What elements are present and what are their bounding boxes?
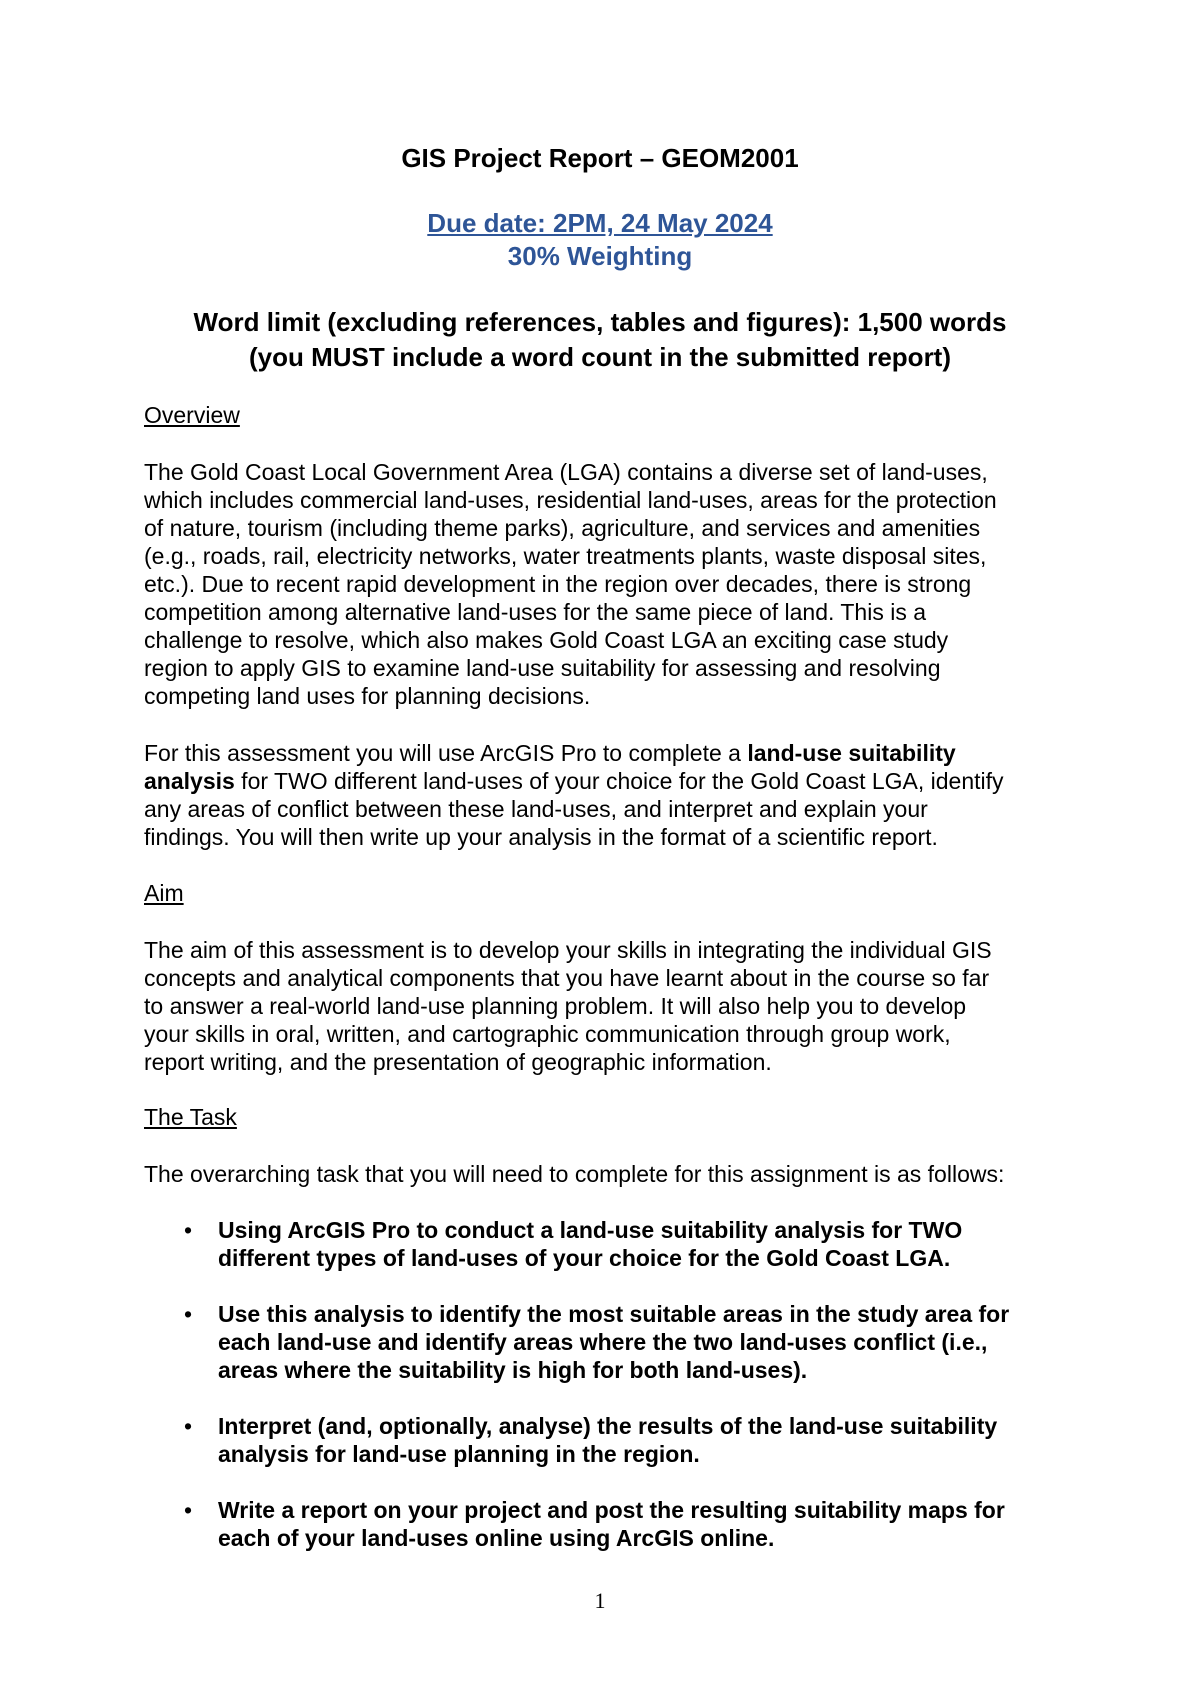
text-line: etc.). Due to recent rapid development in the region over decades, there is strong: [144, 571, 972, 597]
bullet-text: [218, 1300, 1009, 1384]
text-line: Using ArcGIS Pro to conduct a land-use suitability analysis for TWO: [218, 1217, 963, 1243]
page-number: 1: [594, 1588, 606, 1613]
text-line: region to apply GIS to examine land-use suitability for assessing and resolving: [144, 655, 941, 681]
text-line: [144, 767, 1074, 795]
text-line: each of your land-uses online using ArcGIS online.: [218, 1525, 775, 1551]
bold-run: analysis: [144, 768, 235, 794]
overview-paragraph-1: [144, 458, 1074, 710]
text-line: Write a report on your project and post the resulting suitability maps for: [218, 1497, 1005, 1523]
text-line: areas where the suitability is high for both land-uses).: [218, 1357, 808, 1383]
text-line: different types of land-uses of your choice for the Gold Coast LGA.: [218, 1245, 951, 1271]
text-line: competition among alternative land-uses for the same piece of land. This is a: [144, 599, 926, 625]
weighting: 30% Weighting: [507, 241, 693, 271]
text-line: your skills in oral, written, and cartographic communication through group work,: [144, 1021, 951, 1047]
text-line: Use this analysis to identify the most suitable areas in the study area for: [218, 1301, 1010, 1327]
text-line: any areas of conflict between these land-uses, and interpret and explain your: [144, 796, 928, 822]
text-line: competing land uses for planning decisions.: [144, 683, 591, 709]
bullet-text: [218, 1496, 1005, 1552]
document-title: GIS Project Report – GEOM2001: [401, 143, 799, 173]
text-line: of nature, tourism (including theme parks), agriculture, and services and amenities: [144, 515, 981, 541]
text-run: For this assessment you will use ArcGIS Pro to complete a: [144, 740, 748, 766]
bullet-text: [218, 1216, 962, 1272]
overview-paragraph-2: [144, 739, 1074, 851]
text-run: for TWO different land-uses of your choice for the Gold Coast LGA, identify: [234, 768, 1004, 794]
text-line: The aim of this assessment is to develop your skills in integrating the individual GIS: [144, 937, 992, 963]
text-line: analysis for land-use planning in the region.: [218, 1441, 700, 1467]
text-line: to answer a real-world land-use planning problem. It will also help you to develop: [144, 993, 967, 1019]
bullet-icon: •: [184, 1301, 193, 1327]
bullet-icon: •: [184, 1413, 193, 1439]
bullet-text: [218, 1412, 997, 1468]
text-line: The Gold Coast Local Government Area (LGA) contains a diverse set of land-uses,: [144, 459, 988, 485]
aim-paragraph: [144, 936, 1074, 1076]
word-limit-line-2: (you MUST include a word count in the submitted report): [249, 342, 951, 372]
text-line: report writing, and the presentation of geographic information.: [144, 1049, 772, 1075]
text-line: each land-use and identify areas where the two land-uses conflict (i.e.,: [218, 1329, 988, 1355]
text-line: which includes commercial land-uses, residential land-uses, areas for the protection: [144, 487, 997, 513]
bold-run: land-use suitability: [747, 740, 956, 766]
text-line: (e.g., roads, rail, electricity networks, water treatments plants, waste disposal sites,: [144, 543, 987, 569]
aim-heading: Aim: [144, 880, 184, 906]
text-line: The overarching task that you will need to complete for this assignment is as follows:: [144, 1161, 1005, 1187]
word-limit-line-1: Word limit (excluding references, tables and figures): 1,500 words: [193, 307, 1007, 337]
text-line: [144, 739, 1074, 767]
text-line: concepts and analytical components that you have learnt about in the course so far: [144, 965, 990, 991]
text-line: findings. You will then write up your analysis in the format of a scientific report.: [144, 824, 938, 850]
bullet-icon: •: [184, 1217, 193, 1243]
task-heading: The Task: [144, 1104, 237, 1130]
overview-heading: Overview: [144, 402, 240, 428]
text-line: challenge to resolve, which also makes Gold Coast LGA an exciting case study: [144, 627, 949, 653]
text-line: Interpret (and, optionally, analyse) the results of the land-use suitability: [218, 1413, 998, 1439]
bullet-icon: •: [184, 1497, 193, 1523]
task-intro: [144, 1160, 1074, 1188]
due-date: Due date: 2PM, 24 May 2024: [427, 208, 773, 238]
